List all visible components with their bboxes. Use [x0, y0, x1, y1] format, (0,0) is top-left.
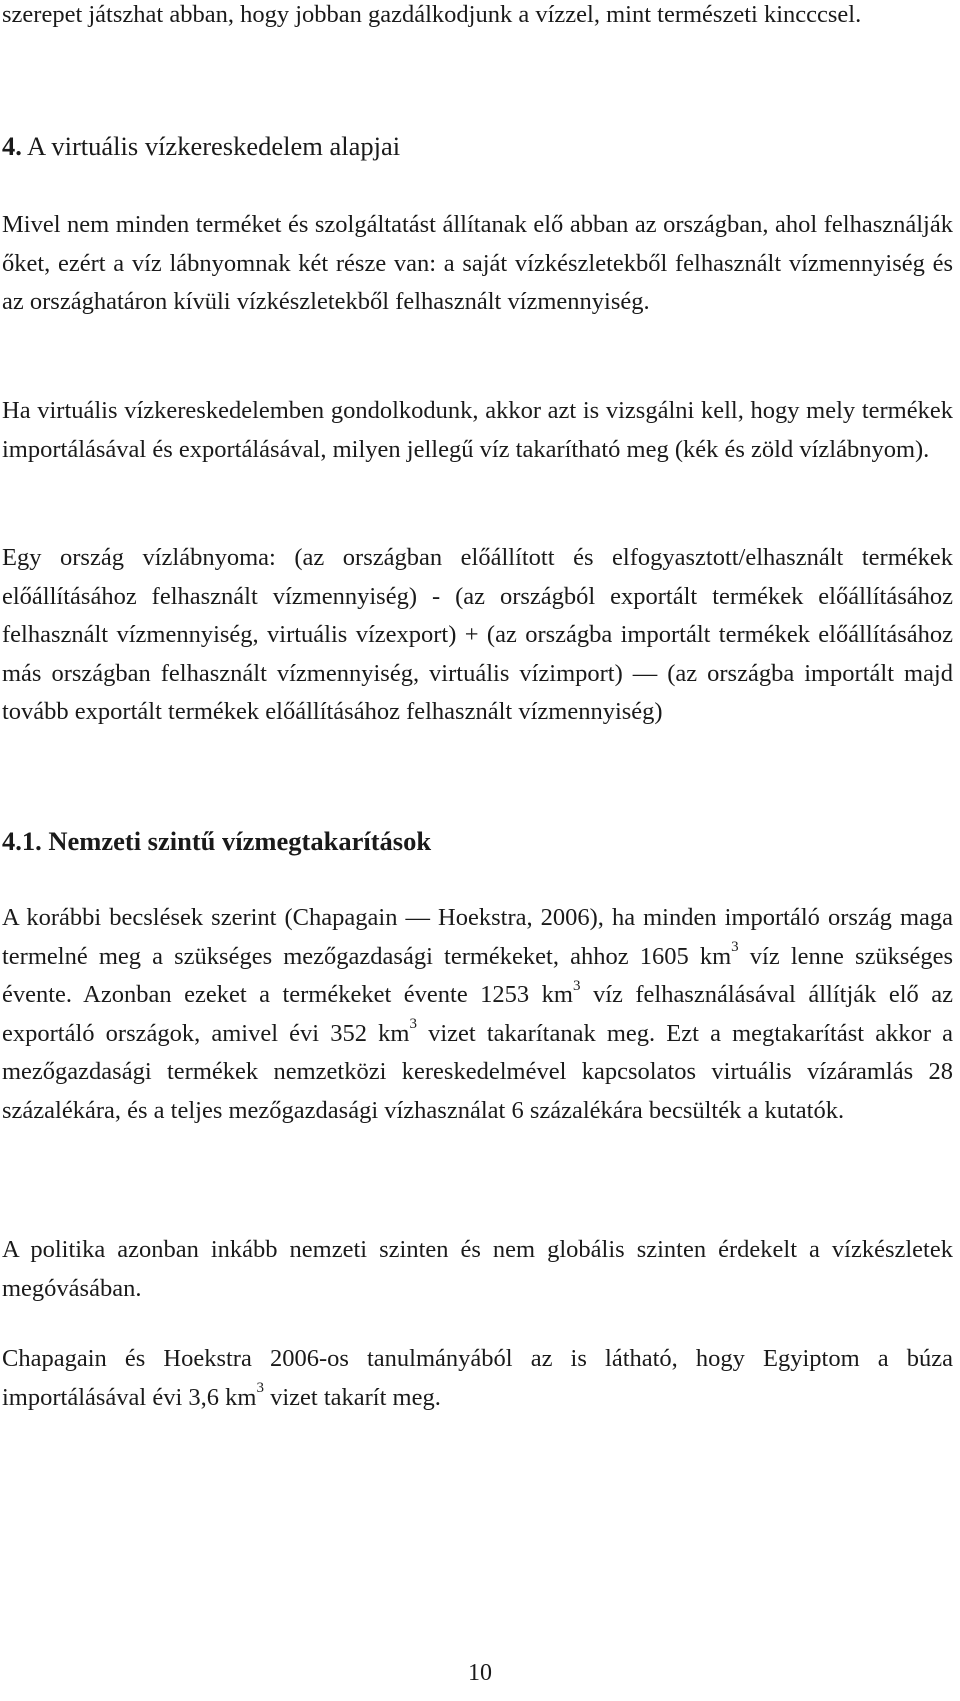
section-4-title: A virtuális vízkereskedelem alapjai — [27, 131, 401, 161]
paragraph-5: A politika azonban inkább nemzeti szinten és nem globális szinten érdekelt a vízkészletek megóvásában. — [2, 1236, 953, 1302]
superscript-cubic: 3 — [731, 939, 739, 956]
paragraph-3: Egy ország vízlábnyoma: (az országban előállított és elfogyasztott/elhasznált termékek előállításához felhasznált vízmennyiség) - (az országból exportált termékek előállításához felhasznált vízmennyiség, virtuális vízexport) + (az országba importált termékek előállításához más országban felhasznált vízmennyiség, virtuális vízimport) — (az országba importált majd tovább exportált termékek előállításához felhasznált vízmennyiség) — [2, 544, 953, 725]
section-4-1-number: 4.1. — [2, 826, 42, 856]
section-4-1-heading — [2, 822, 431, 860]
paragraph-4-part-d: vizet takarítanak meg. Ezt a megtakarítást akkor a mezőgazdasági termékek nemzetközi kereskedelmével kapcsolatos virtuális vízáramlás 28 százalékára, és a teljes mezőgazdasági vízhasználat 6 százalékára becsülték a kutatók. — [2, 1019, 954, 1124]
paragraph-4-part-b: víz lenne szükséges évente. Azonban ezeket a termékeket évente 1253 km — [2, 942, 953, 1008]
superscript-cubic: 3 — [256, 1380, 264, 1397]
paragraph-2: Ha virtuális vízkereskedelemben gondolkodunk, akkor azt is vizsgálni kell, hogy mely termékek importálásával és exportálásával, milyen jellegű víz takarítható meg (kék és zöld vízlábnyom). — [2, 397, 953, 463]
section-4-1-title: Nemzeti szintű vízmegtakarítások — [48, 826, 432, 856]
paragraph-6-part-b: vizet takarít meg. — [263, 1383, 441, 1411]
paragraph-intro-end: szerepet játszhat abban, hogy jobban gazdálkodjunk a vízzel, mint természeti kincccsel. — [2, 1, 862, 28]
superscript-cubic: 3 — [409, 1016, 417, 1033]
section-4-heading — [2, 127, 400, 165]
page-number: 10 — [468, 1660, 492, 1686]
paragraph-4 — [2, 899, 953, 1130]
superscript-cubic: 3 — [572, 977, 581, 994]
paragraph-6-part-a: Chapagain és Hoekstra 2006-os tanulmányából az is látható, hogy Egyiptom a búza importálásával évi 3,6 km — [2, 1345, 953, 1411]
paragraph-4-part-c: víz felhasználásával állítják elő az exportáló országok, amivel évi 352 km — [2, 981, 954, 1047]
paragraph-1: Mivel nem minden terméket és szolgáltatást állítanak elő abban az országban, ahol felhasználják őket, ezért a víz lábnyomnak két része van: a saját vízkészletekből felhasznált vízmennyiség és az országhatáron kívüli vízkészletekből felhasznált vízmennyiség. — [2, 211, 953, 315]
paragraph-4-part-a: A korábbi becslések szerint (Chapagain — Hoekstra, 2006), ha minden importáló ország maga termelné meg a szükséges mezőgazdasági termékeket, ahhoz 1605 km — [2, 904, 953, 970]
section-4-number: 4. — [2, 131, 22, 161]
paragraph-6 — [2, 1340, 953, 1417]
